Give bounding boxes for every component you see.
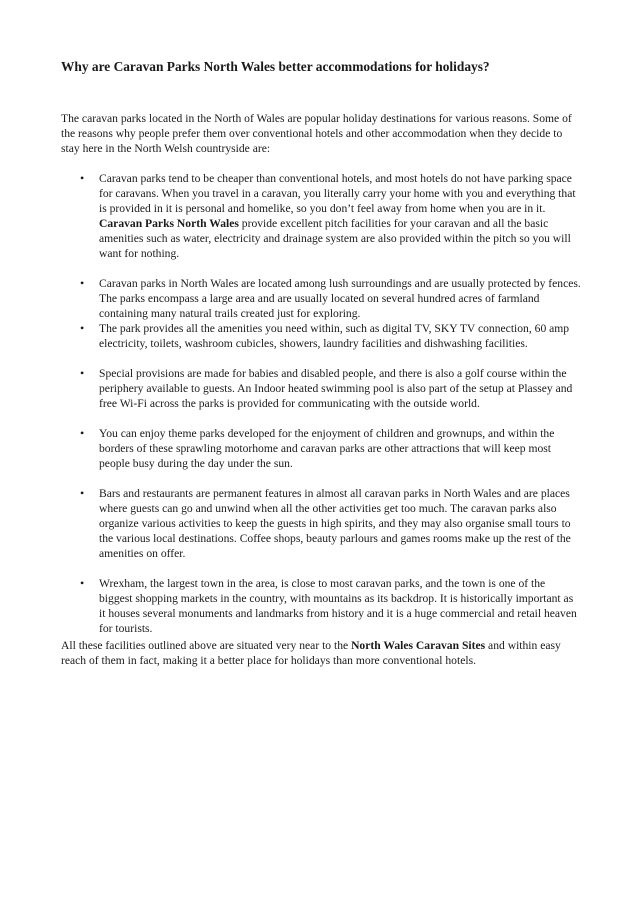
bullet-icon: • — [80, 486, 85, 500]
document-page — [61, 58, 581, 668]
list-item-text: provide excellent pitch facilities for your caravan and all the basic amenities such as water, electricity and drainage system are also provided within the pitch so you will want for nothing. — [99, 217, 571, 260]
intro-paragraph: The caravan parks located in the North of Wales are popular holiday destinations for various reasons. Some of the reasons why people prefer them over conventional hotels and other accommodation when they decide to stay here in the North Welsh countryside are: — [61, 112, 572, 155]
closing-text: All these facilities outlined above are situated very near to the — [61, 639, 352, 652]
bullet-icon: • — [80, 321, 85, 335]
list-item-text: Special provisions are made for babies and disabled people, and there is also a golf course within the periphery available to guests. An Indoor heated swimming pool is also part of the setup at Plassey and free Wi-Fi across the parks is provided for communicating with the outside world. — [99, 367, 573, 410]
list-item — [61, 426, 581, 471]
list-item-text: Caravan parks tend to be cheaper than conventional hotels, and most hotels do not have parking space for caravans. When you travel in a caravan, you literally carry your home with you and everything that is provided in it is personal and homelike, so you don’t feel away from home when you are in it. — [99, 172, 576, 215]
list-item — [61, 366, 581, 411]
reasons-list — [61, 171, 581, 636]
list-item — [61, 576, 581, 636]
closing-text: and within easy reach of them in fact, making it a better place for holidays than more conventional hotels. — [61, 639, 561, 667]
list-item — [61, 321, 581, 351]
bullet-icon: • — [80, 366, 85, 380]
bullet-icon: • — [80, 276, 85, 290]
list-item — [61, 276, 581, 321]
closing-bold-text: North Wales Caravan Sites — [351, 639, 486, 652]
bullet-icon: • — [80, 576, 85, 590]
list-item-text: Wrexham, the largest town in the area, is close to most caravan parks, and the town is one of the biggest shopping markets in the country, with mountains as its backdrop. It is historically important as it houses several monuments and landmarks from history and it is a huge commercial and retail heaven for tourists. — [99, 577, 577, 635]
list-item-bold-text: Caravan Parks North Wales — [99, 217, 239, 230]
list-item — [61, 171, 581, 261]
closing-paragraph — [61, 638, 581, 668]
bullet-icon: • — [80, 171, 85, 185]
list-item-text: Caravan parks in North Wales are located among lush surroundings and are usually protected by fences. The parks encompass a large area and are usually located on several hundred acres of farmland containing many natural trails created just for exploring. — [99, 277, 581, 320]
list-item-text: You can enjoy theme parks developed for the enjoyment of children and grownups, and within the borders of these sprawling motorhome and caravan parks are other attractions that will keep most people busy during the day under the sun. — [99, 427, 555, 470]
list-item-text: Bars and restaurants are permanent features in almost all caravan parks in North Wales and are places where guests can go and unwind when all the other activities get too much. The caravan parks also organize various activities to keep the guests in high spirits, and they may also organise small tours to the various local destinations. Coffee shops, beauty parlours and games rooms make up the rest of the amenities on offer. — [99, 487, 571, 560]
document-title: Why are Caravan Parks North Wales better accommodations for holidays? — [61, 59, 490, 74]
list-item — [61, 486, 581, 561]
list-item-text: The park provides all the amenities you need within, such as digital TV, SKY TV connection, 60 amp electricity, toilets, washroom cubicles, showers, laundry facilities and dishwashing facilities. — [99, 322, 570, 350]
bullet-icon: • — [80, 426, 85, 440]
